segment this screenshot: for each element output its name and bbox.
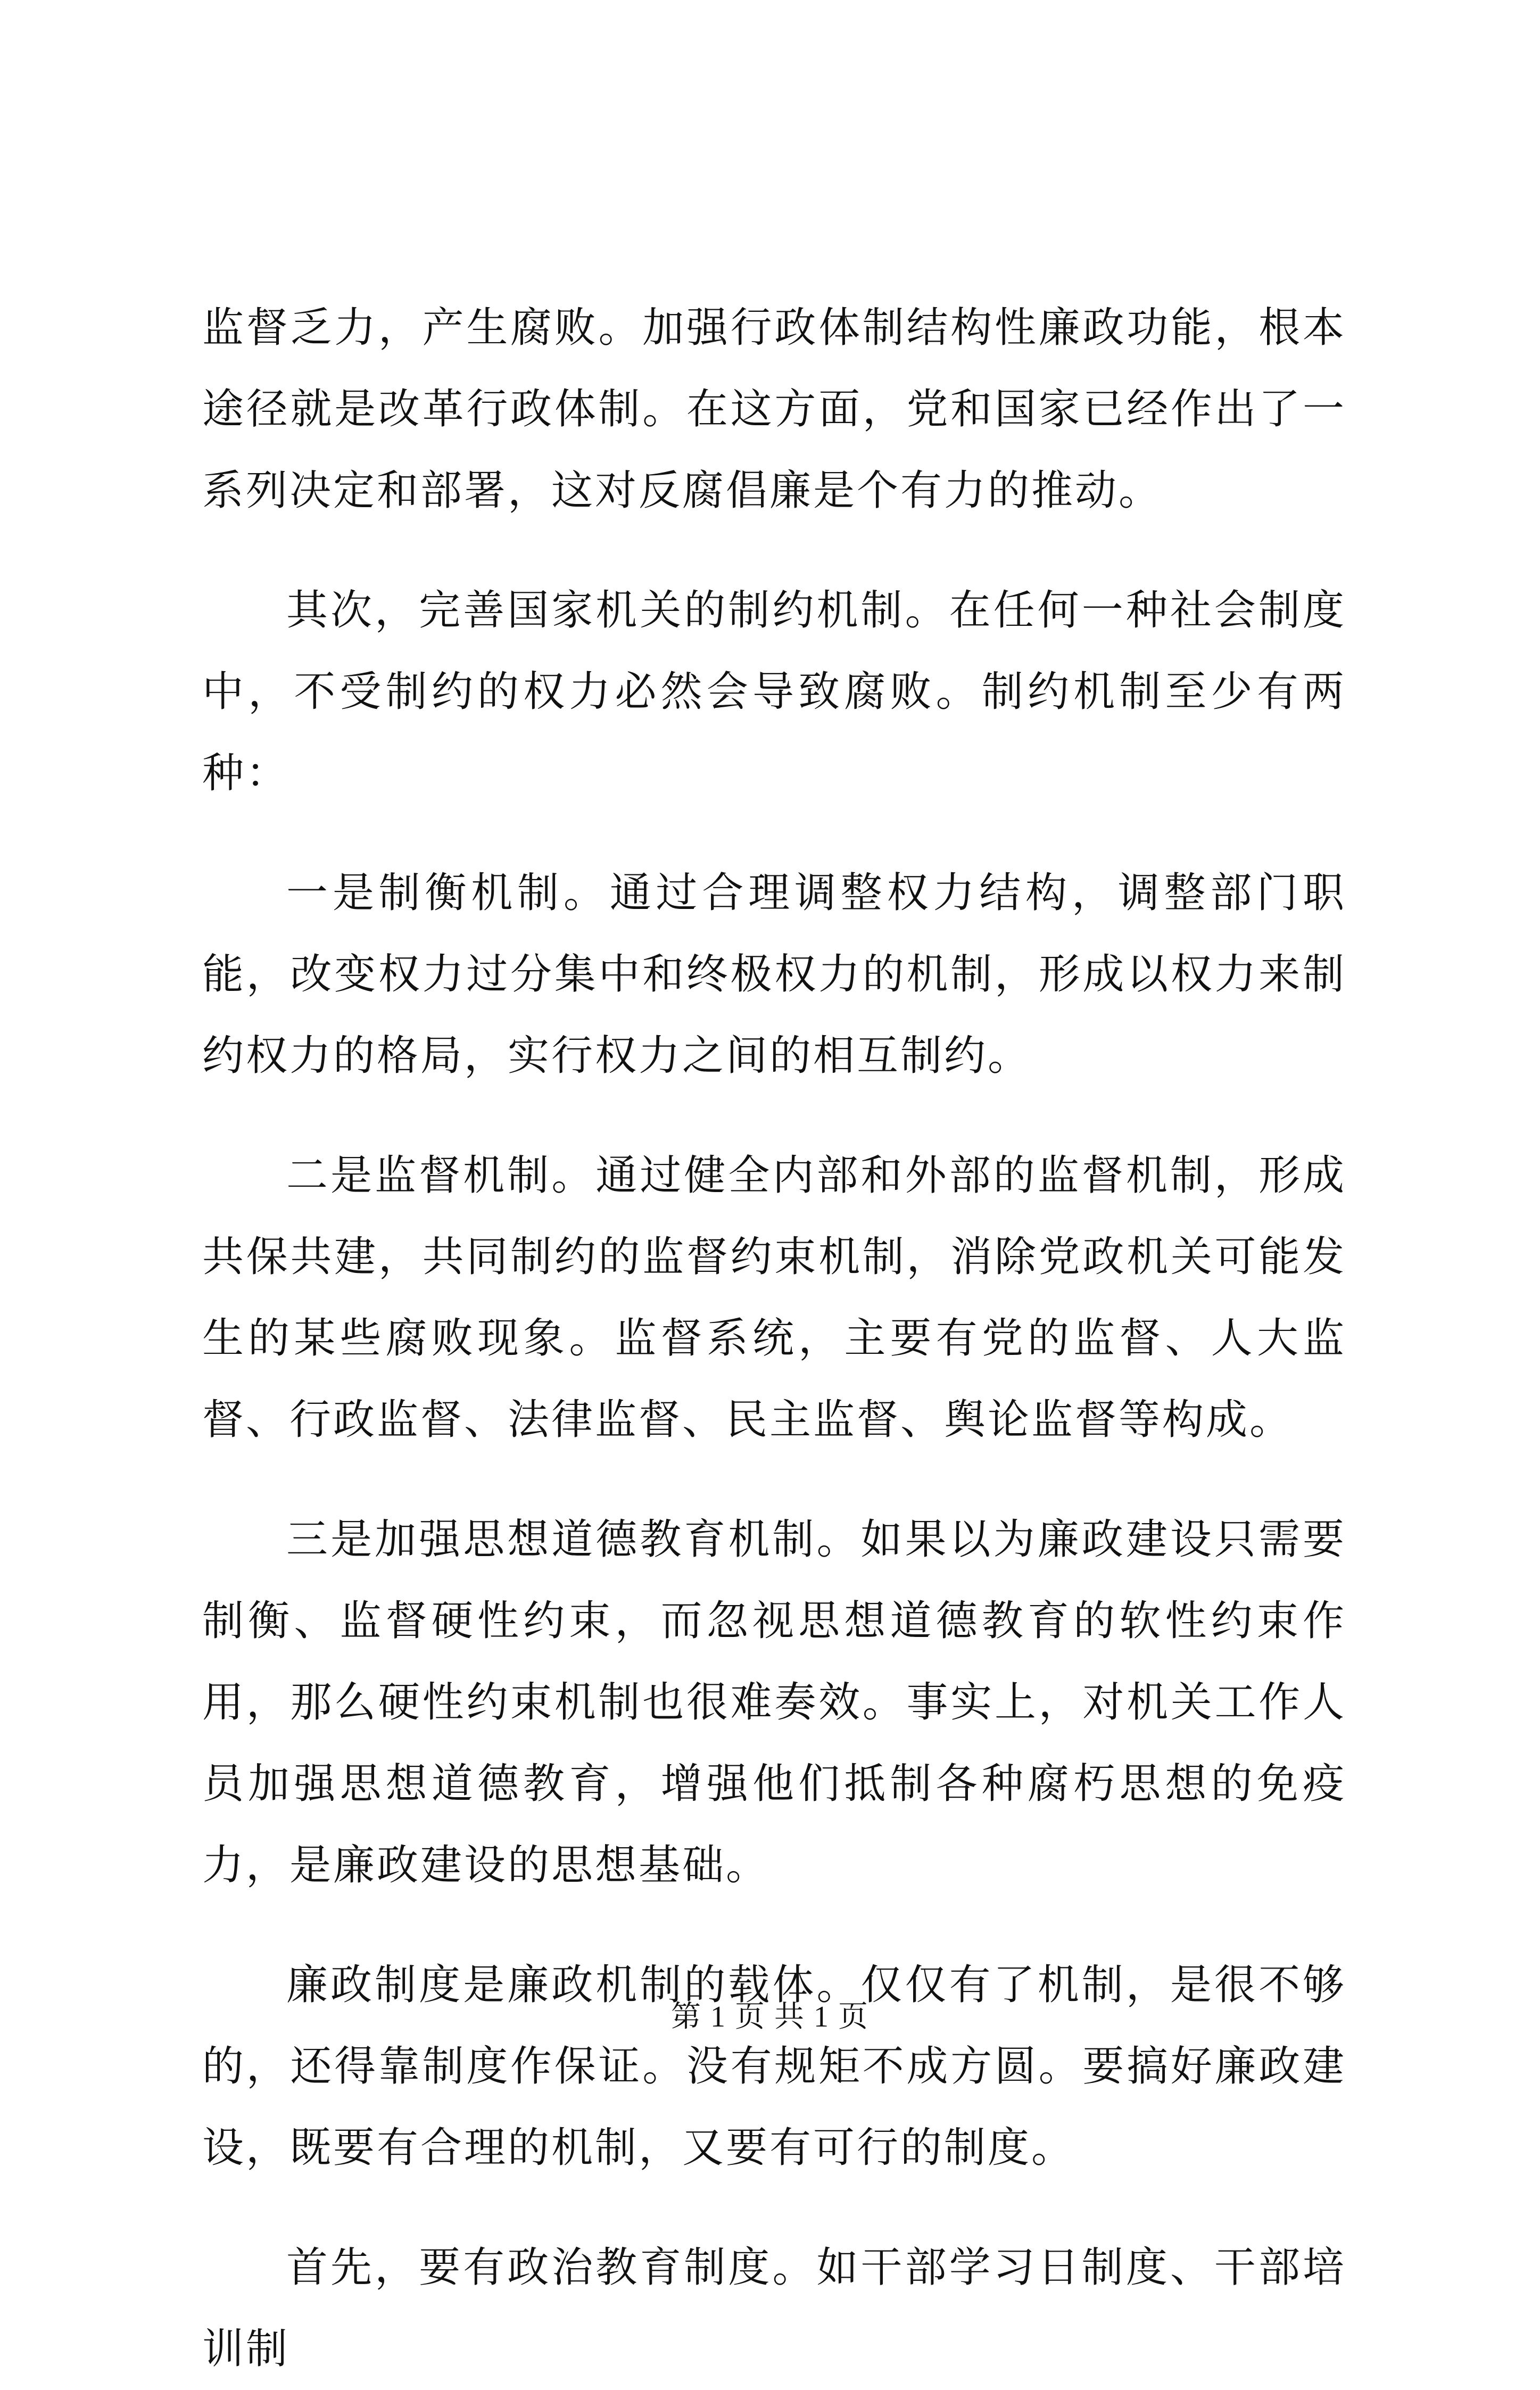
paragraph: 监督乏力，产生腐败。加强行政体制结构性廉政功能，根本途径就是改革行政体制。在这方面，党和国家已经作出了一系列决定和部署，这对反腐倡廉是个有力的推动。 xyxy=(202,304,1346,515)
body-text xyxy=(202,287,1346,2390)
page-footer: 第 1 页 共 1 页 xyxy=(671,2000,869,2033)
paragraph: 一是制衡机制。通过合理调整权力结构，调整部门职能，改变权力过分集中和终极权力的机制，形成以权力来制约权力的格局，实行权力之间的相互制约。 xyxy=(202,869,1346,1080)
paragraph: 三是加强思想道德教育机制。如果以为廉政建设只需要制衡、监督硬性约束，而忽视思想道德教育的软性约束作用，那么硬性约束机制也很难奏效。事实上，对机关工作人员加强思想道德教育，增强他们抵制各种腐朽思想的免疫力，是廉政建设的思想基础。 xyxy=(202,1516,1346,1889)
paragraph: 其次，完善国家机关的制约机制。在任何一种社会制度中，不受制约的权力必然会导致腐败。制约机制至少有两种： xyxy=(202,586,1346,797)
paragraph: 二是监督机制。通过健全内部和外部的监督机制，形成共保共建，共同制约的监督约束机制，消除党政机关可能发生的某些腐败现象。监督系统，主要有党的监督、人大监督、行政监督、法律监督、民主监督、舆论监督等构成。 xyxy=(202,1152,1346,1444)
paragraph: 廉政制度是廉政机制的载体。仅仅有了机制，是很不够的，还得靠制度作保证。没有规矩不成方圆。要搞好廉政建设，既要有合理的机制，又要有可行的制度。 xyxy=(202,1961,1346,2172)
paragraph: 首先，要有政治教育制度。如干部学习日制度、干部培训制 xyxy=(202,2244,1346,2373)
